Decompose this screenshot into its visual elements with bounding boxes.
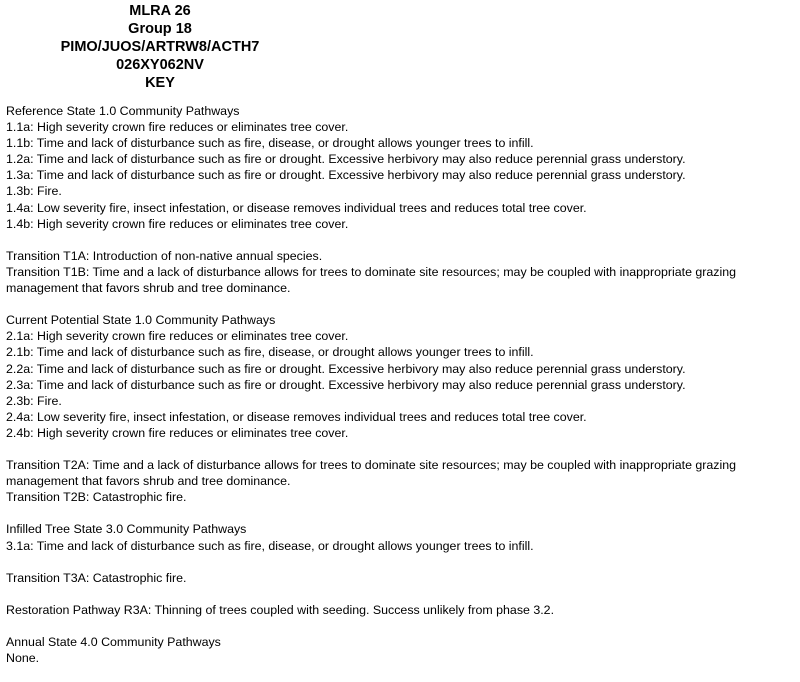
group-title: Group 18 — [128, 21, 192, 37]
pathway-line: 2.3b: Fire. — [6, 393, 62, 408]
pathway-line: 2.3a: Time and lack of disturbance such as fire or drought. Excessive herbivory may also reduce perennial grass understory. — [6, 377, 686, 392]
transition-t1-section — [6, 248, 798, 296]
pathway-line: 2.4b: High severity crown fire reduces or eliminates tree cover. — [6, 425, 349, 440]
species-title: PIMO/JUOS/ARTRW8/ACTH7 — [60, 39, 260, 55]
reference-state-section — [6, 103, 798, 232]
pathway-line: 1.4b: High severity crown fire reduces or eliminates tree cover. — [6, 216, 349, 231]
pathway-line: 3.1a: Time and lack of disturbance such as fire, disease, or drought allows younger trees to infill. — [6, 538, 534, 553]
pathway-line: 1.2a: Time and lack of disturbance such as fire or drought. Excessive herbivory may also reduce perennial grass understory. — [6, 152, 686, 167]
key-title: KEY — [145, 75, 175, 91]
document-header — [0, 2, 320, 92]
pathway-line: 2.2a: Time and lack of disturbance such as fire or drought. Excessive herbivory may also reduce perennial grass understory. — [6, 361, 686, 376]
pathway-line: 2.1b: Time and lack of disturbance such as fire, disease, or drought allows younger trees to infill. — [6, 345, 534, 360]
pathway-line: 1.3a: Time and lack of disturbance such as fire or drought. Excessive herbivory may also reduce perennial grass understory. — [6, 168, 686, 183]
annual-state-section — [6, 634, 798, 666]
section-heading: Reference State 1.0 Community Pathways — [6, 104, 240, 118]
pathway-line: 1.4a: Low severity fire, insect infestation, or disease removes individual trees and reduces total tree cover. — [6, 200, 587, 215]
transition-line: Transition T1A: Introduction of non-native annual species. — [6, 248, 323, 263]
document-body — [6, 103, 798, 682]
restoration-line: Restoration Pathway R3A: Thinning of trees coupled with seeding. Success unlikely from phase 3.2. — [6, 602, 555, 617]
section-heading: Infilled Tree State 3.0 Community Pathways — [6, 522, 247, 537]
pathway-line: 2.4a: Low severity fire, insect infestation, or disease removes individual trees and reduces total tree cover. — [6, 409, 587, 424]
pathway-line: None. — [6, 651, 40, 666]
pathway-line: 1.1b: Time and lack of disturbance such as fire, disease, or drought allows younger trees to infill. — [6, 136, 534, 151]
transition-t3-section — [6, 570, 798, 586]
transition-line: Transition T2B: Catastrophic fire. — [6, 490, 187, 505]
ecosite-id: 026XY062NV — [116, 57, 204, 73]
section-heading: Current Potential State 1.0 Community Pathways — [6, 313, 276, 328]
pathway-line: 1.1a: High severity crown fire reduces or eliminates tree cover. — [6, 120, 349, 135]
transition-line: Transition T2A: Time and a lack of disturbance allows for trees to dominate site resources; may be coupled with inappropriate grazing management that favors shrub and tree dominance. — [6, 458, 737, 489]
infilled-tree-state-section — [6, 521, 798, 553]
pathway-line: 2.1a: High severity crown fire reduces or eliminates tree cover. — [6, 329, 349, 344]
section-heading: Annual State 4.0 Community Pathways — [6, 635, 221, 650]
transition-t2-section — [6, 457, 798, 505]
current-potential-state-section — [6, 312, 798, 441]
restoration-pathway-section — [6, 602, 798, 618]
mlra-title: MLRA 26 — [129, 3, 191, 19]
pathway-line: 1.3b: Fire. — [6, 184, 62, 199]
transition-line: Transition T1B: Time and a lack of disturbance allows for trees to dominate site resources; may be coupled with inappropriate grazing management that favors shrub and tree dominance. — [6, 264, 737, 296]
transition-line: Transition T3A: Catastrophic fire. — [6, 570, 187, 585]
